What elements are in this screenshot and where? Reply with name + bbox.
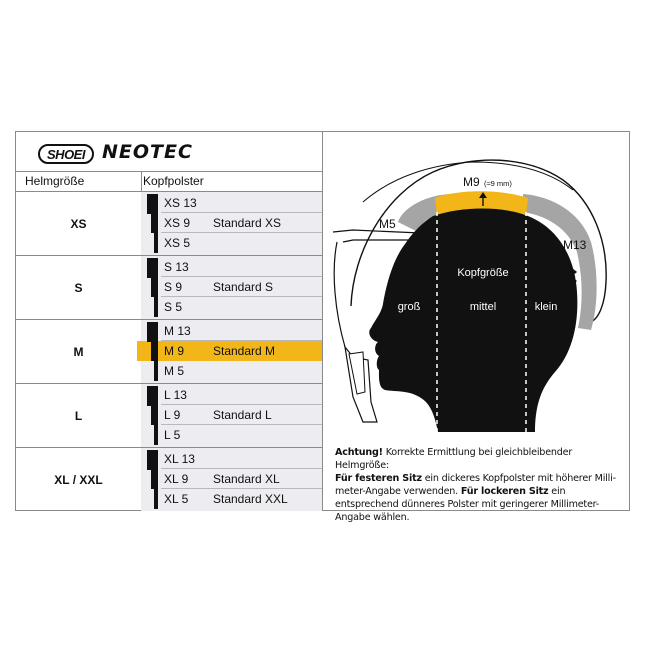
- size-label: S: [74, 280, 83, 295]
- pad-row: [141, 489, 322, 509]
- model-name: NEOTEC: [102, 141, 193, 163]
- label-right-pad: M13: [563, 238, 587, 252]
- pad-label: L 9: [164, 408, 181, 422]
- pad-label: L 13: [164, 388, 187, 402]
- label-top-pad: M9: [463, 175, 480, 189]
- size-group-l: [16, 384, 322, 447]
- thick-pad-icon: [147, 450, 158, 470]
- pad-list: [141, 384, 322, 447]
- pad-label: M 9: [164, 344, 185, 358]
- pad-list: [141, 448, 322, 511]
- pad-label: S 9: [164, 280, 183, 294]
- pad-label: L 5: [164, 428, 181, 442]
- pad-row: [141, 213, 322, 233]
- thick-pad-icon: [147, 322, 158, 342]
- pad-list: [141, 320, 322, 383]
- brand-name: SHOEI: [47, 146, 85, 162]
- label-left-pad: M5: [379, 217, 396, 231]
- size-label: XL / XXL: [54, 472, 103, 487]
- divider-logo: [16, 171, 322, 172]
- thick-pad-icon: [147, 194, 158, 214]
- pad-list: [141, 192, 322, 255]
- pad-standard: Standard L: [213, 408, 272, 422]
- note-looser: Für lockeren Sitz: [460, 486, 549, 497]
- pad-row: [141, 297, 322, 317]
- pad-row: [141, 425, 322, 445]
- pad-standard: Standard M: [213, 344, 276, 358]
- size-group-s: [16, 256, 322, 319]
- pad-row: [141, 277, 322, 297]
- thin-pad-icon: [154, 489, 158, 509]
- pad-label: M 5: [164, 364, 185, 378]
- note-tighter: Für festeren Sitz: [335, 473, 422, 484]
- pad-label: XS 9: [164, 216, 191, 230]
- pad-standard: Standard S: [213, 280, 274, 294]
- note-text: ein dickeres Kopfpolster mit höherer Milli-meter-Angabe verwenden.: [335, 473, 616, 497]
- note-text: Korrekte Ermittlung bei gleichbleibender Helmgröße:: [335, 447, 573, 471]
- note-warning: Achtung!: [335, 447, 383, 458]
- thin-pad-icon: [154, 233, 158, 253]
- medium-pad-icon: [151, 277, 158, 297]
- medium-pad-icon: [151, 405, 158, 425]
- pad-standard: Standard XS: [213, 216, 282, 230]
- head-silhouette: [369, 209, 577, 433]
- thick-pad-icon: [147, 258, 158, 278]
- shoei-logo: [38, 144, 94, 164]
- pad-list: [141, 256, 322, 319]
- pad-row: [141, 233, 322, 253]
- size-label: M: [73, 344, 84, 359]
- label-zone-left: groß: [397, 301, 421, 313]
- pad-row: [141, 449, 322, 469]
- visor-face: [334, 242, 345, 347]
- pad-label: XL 13: [164, 452, 195, 466]
- pad-label: XS 5: [164, 236, 191, 250]
- pad-column-header: Kopfpolster: [143, 174, 204, 188]
- pad-row: [141, 321, 322, 341]
- pad-row: [141, 385, 322, 405]
- pad-label: S 5: [164, 300, 183, 314]
- size-label: L: [74, 408, 83, 423]
- pad-label: XL 9: [164, 472, 189, 486]
- size-group-xs: [16, 192, 322, 255]
- helmet-diagram: [323, 132, 629, 432]
- note-text: ein entsprechend dünneres Polster mit geringerer Millimeter-Angabe wählen.: [335, 486, 600, 523]
- fit-note: [335, 446, 625, 524]
- size-group-xl-xxl: [16, 448, 322, 511]
- pad-row: [141, 193, 322, 213]
- medium-pad-icon: [151, 341, 158, 361]
- thick-pad-icon: [147, 386, 158, 406]
- pad-row: [141, 257, 322, 277]
- size-column-header: Helmgröße: [25, 174, 85, 188]
- label-zone-right: klein: [534, 301, 558, 313]
- size-group-m: [16, 320, 322, 383]
- pad-row: [141, 469, 322, 489]
- thin-pad-icon: [154, 297, 158, 317]
- thin-pad-icon: [154, 425, 158, 445]
- pad-row: [141, 405, 322, 425]
- pad-row: [141, 361, 322, 381]
- label-top-sub: (≈9 mm): [484, 179, 512, 188]
- logo-row: [16, 132, 322, 172]
- pad-row-highlighted: [137, 341, 322, 361]
- size-label: XS: [70, 216, 87, 231]
- pad-label: S 13: [164, 260, 189, 274]
- label-zone-mid: mittel: [469, 301, 497, 313]
- medium-pad-icon: [151, 469, 158, 489]
- pad-label: XS 13: [164, 196, 197, 210]
- label-head-size: Kopfgröße: [457, 267, 509, 279]
- thin-pad-icon: [154, 361, 158, 381]
- medium-pad-icon: [151, 213, 158, 233]
- pad-label: XL 5: [164, 492, 189, 506]
- pad-label: M 13: [164, 324, 191, 338]
- pad-standard: Standard XXL: [213, 492, 288, 506]
- pad-standard: Standard XL: [213, 472, 280, 486]
